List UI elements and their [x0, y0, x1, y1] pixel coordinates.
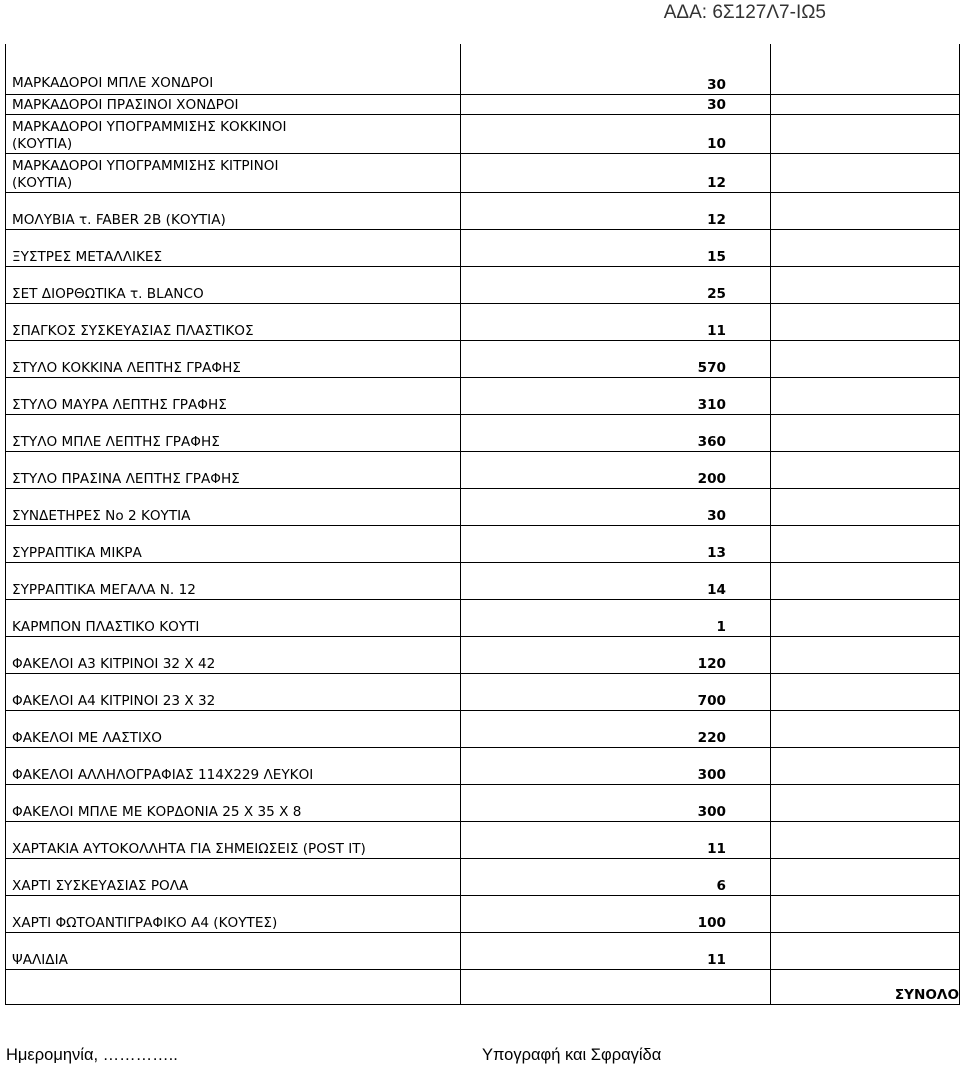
- table-row: [6, 341, 960, 378]
- table-row: [6, 822, 960, 859]
- item-name: ΨΑΛΙΔΙΑ: [6, 933, 461, 970]
- item-quantity: 30: [461, 489, 771, 526]
- item-quantity: 12: [461, 154, 771, 193]
- item-quantity: 700: [461, 674, 771, 711]
- item-name: ΧΑΡΤΙ ΦΩΤΟΑΝΤΙΓΡΑΦΙΚΟ Α4 (ΚΟΥΤΕΣ): [6, 896, 461, 933]
- item-extra: [771, 859, 960, 896]
- item-extra: [771, 230, 960, 267]
- item-name: [6, 154, 461, 193]
- item-name: ΣΤΥΛΟ ΠΡΑΣΙΝΑ ΛΕΠΤΗΣ ΓΡΑΦΗΣ: [6, 452, 461, 489]
- item-quantity: 25: [461, 267, 771, 304]
- table-row: [6, 748, 960, 785]
- item-name: ΣΥΡΡΑΠΤΙΚΑ ΜΙΚΡΑ: [6, 526, 461, 563]
- item-extra: [771, 193, 960, 230]
- item-name-line2: (ΚΟΥΤΙΑ): [12, 136, 73, 152]
- item-quantity: 300: [461, 785, 771, 822]
- item-extra: [771, 748, 960, 785]
- table-row: [6, 44, 960, 95]
- item-extra: [771, 304, 960, 341]
- table-row: [6, 637, 960, 674]
- item-extra: [771, 674, 960, 711]
- item-name: ΜΟΛΥΒΙΑ τ. FABER 2B (ΚΟΥΤΙΑ): [6, 193, 461, 230]
- item-name: ΣΤΥΛΟ ΚΟΚΚΙΝΑ ΛΕΠΤΗΣ ΓΡΑΦΗΣ: [6, 341, 461, 378]
- table-row: [6, 304, 960, 341]
- item-extra: [771, 415, 960, 452]
- item-extra: [771, 95, 960, 115]
- item-name: ΣΥΝΔΕΤΗΡΕΣ Νο 2 ΚΟΥΤΙΑ: [6, 489, 461, 526]
- table-row: [6, 230, 960, 267]
- item-quantity: 200: [461, 452, 771, 489]
- signature-label: Υπογραφή και Σφραγίδα: [482, 1046, 662, 1064]
- item-name: ΧΑΡΤΙ ΣΥΣΚΕΥΑΣΙΑΣ ΡΟΛΑ: [6, 859, 461, 896]
- item-extra: [771, 341, 960, 378]
- item-quantity: 570: [461, 341, 771, 378]
- item-name-line1: ΜΑΡΚΑΔΟΡΟΙ ΥΠΟΓΡΑΜΜΙΣΗΣ ΚΙΤΡΙΝΟΙ: [12, 158, 279, 174]
- table-row: [6, 378, 960, 415]
- item-quantity: 220: [461, 711, 771, 748]
- item-quantity: 30: [461, 44, 771, 95]
- table-row: [6, 415, 960, 452]
- item-extra: [771, 711, 960, 748]
- item-name: ΦΑΚΕΛΟΙ Α3 ΚΙΤΡΙΝΟΙ 32 Χ 42: [6, 637, 461, 674]
- item-extra: [771, 44, 960, 95]
- item-extra: [771, 154, 960, 193]
- item-extra: [771, 267, 960, 304]
- item-quantity: 1: [461, 600, 771, 637]
- item-name-line2: (ΚΟΥΤΙΑ): [12, 175, 73, 191]
- table-row: [6, 154, 960, 193]
- item-extra: [771, 896, 960, 933]
- item-name: ΜΑΡΚΑΔΟΡΟΙ ΜΠΛΕ ΧΟΝΔΡΟΙ: [6, 44, 461, 95]
- item-quantity: 310: [461, 378, 771, 415]
- item-extra: [771, 452, 960, 489]
- table-row: [6, 896, 960, 933]
- item-quantity: 360: [461, 415, 771, 452]
- item-name-line1: ΜΑΡΚΑΔΟΡΟΙ ΥΠΟΓΡΑΜΜΙΣΗΣ ΚΟΚΚΙΝΟΙ: [12, 119, 287, 135]
- item-name: ΜΑΡΚΑΔΟΡΟΙ ΠΡΑΣΙΝΟΙ ΧΟΝΔΡΟΙ: [6, 95, 461, 115]
- item-extra: [771, 489, 960, 526]
- item-quantity: 15: [461, 230, 771, 267]
- item-name: ΣΤΥΛΟ ΜΠΛΕ ΛΕΠΤΗΣ ΓΡΑΦΗΣ: [6, 415, 461, 452]
- item-extra: [771, 563, 960, 600]
- item-name: ΣΕΤ ΔΙΟΡΘΩΤΙΚΑ τ. BLANCO: [6, 267, 461, 304]
- item-quantity: 300: [461, 748, 771, 785]
- total-empty-qty: [461, 970, 771, 1005]
- item-extra: [771, 933, 960, 970]
- item-quantity: 12: [461, 193, 771, 230]
- item-quantity: 120: [461, 637, 771, 674]
- total-label: ΣΥΝΟΛΟ: [771, 970, 960, 1005]
- item-name: ΦΑΚΕΛΟΙ Α4 ΚΙΤΡΙΝΟΙ 23 Χ 32: [6, 674, 461, 711]
- item-extra: [771, 785, 960, 822]
- table-row: [6, 859, 960, 896]
- item-name: ΞΥΣΤΡΕΣ ΜΕΤΑΛΛΙΚΕΣ: [6, 230, 461, 267]
- item-extra: [771, 600, 960, 637]
- item-quantity: 11: [461, 304, 771, 341]
- date-label: Ημερομηνία, …………..: [6, 1046, 178, 1064]
- table-row: [6, 267, 960, 304]
- item-quantity: 10: [461, 115, 771, 154]
- item-extra: [771, 822, 960, 859]
- item-extra: [771, 526, 960, 563]
- total-empty-name: [6, 970, 461, 1005]
- table-row: [6, 933, 960, 970]
- table-row: [6, 600, 960, 637]
- table-row: [6, 711, 960, 748]
- item-extra: [771, 637, 960, 674]
- table-row: [6, 785, 960, 822]
- item-extra: [771, 115, 960, 154]
- item-name: ΦΑΚΕΛΟΙ ΜΠΛΕ ΜΕ ΚΟΡΔΟΝΙΑ 25 Χ 35 Χ 8: [6, 785, 461, 822]
- item-quantity: 100: [461, 896, 771, 933]
- item-name: ΣΠΑΓΚΟΣ ΣΥΣΚΕΥΑΣΙΑΣ ΠΛΑΣΤΙΚΟΣ: [6, 304, 461, 341]
- table-row: [6, 489, 960, 526]
- item-quantity: 13: [461, 526, 771, 563]
- ada-code: ΑΔΑ: 6Σ127Λ7-ΙΩ5: [663, 2, 826, 23]
- table-row: [6, 95, 960, 115]
- table-row: [6, 193, 960, 230]
- item-quantity: 11: [461, 822, 771, 859]
- table-row: [6, 563, 960, 600]
- item-name: ΣΥΡΡΑΠΤΙΚΑ ΜΕΓΑΛΑ Ν. 12: [6, 563, 461, 600]
- table-row: [6, 674, 960, 711]
- table-row: [6, 452, 960, 489]
- item-name: ΧΑΡΤΑΚΙΑ ΑΥΤΟΚΟΛΛΗΤΑ ΓΙΑ ΣΗΜΕΙΩΣΕΙΣ (POST IT): [6, 822, 461, 859]
- item-name: ΣΤΥΛΟ ΜΑΥΡΑ ΛΕΠΤΗΣ ΓΡΑΦΗΣ: [6, 378, 461, 415]
- item-quantity: 6: [461, 859, 771, 896]
- item-quantity: 14: [461, 563, 771, 600]
- item-quantity: 30: [461, 95, 771, 115]
- table-row: [6, 526, 960, 563]
- item-extra: [771, 378, 960, 415]
- table-row: [6, 115, 960, 154]
- item-name: ΦΑΚΕΛΟΙ ΜΕ ΛΑΣΤΙΧΟ: [6, 711, 461, 748]
- items-table: [5, 44, 960, 1005]
- item-name: ΦΑΚΕΛΟΙ ΑΛΛΗΛΟΓΡΑΦΙΑΣ 114Χ229 ΛΕΥΚΟΙ: [6, 748, 461, 785]
- item-name: ΚΑΡΜΠΟΝ ΠΛΑΣΤΙΚΟ ΚΟΥΤΙ: [6, 600, 461, 637]
- item-name: [6, 115, 461, 154]
- total-row: [6, 970, 960, 1005]
- item-quantity: 11: [461, 933, 771, 970]
